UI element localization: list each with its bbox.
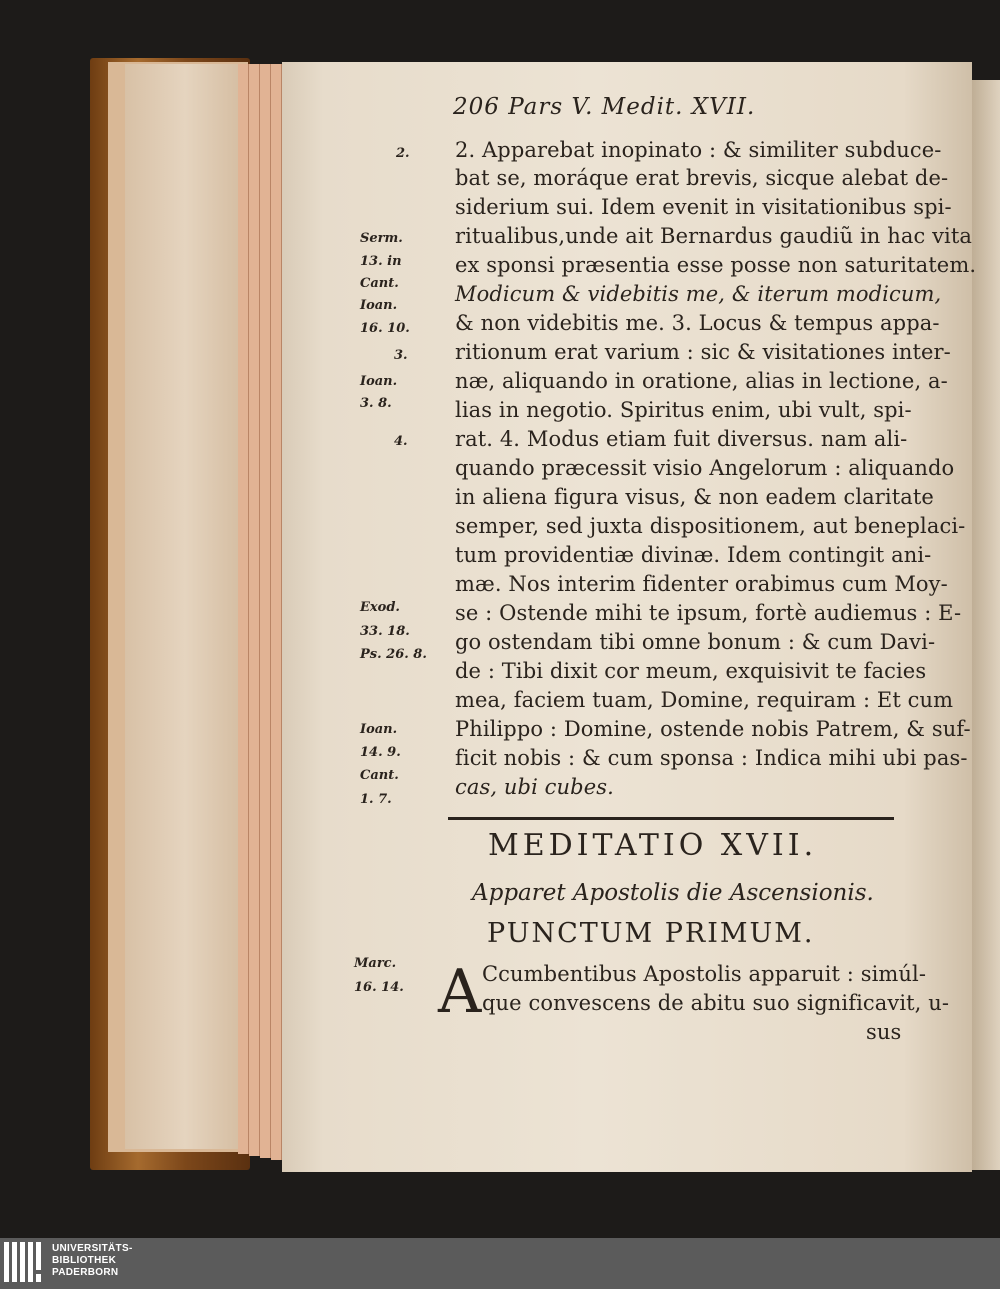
page-edge [238, 64, 249, 1154]
text-line: Ccumbentibus Apostolis apparuit : simúl- [482, 962, 927, 986]
text-line: rat. 4. Modus etiam fuit diversus. nam ali- [455, 427, 908, 451]
text-line: semper, sed juxta dispositionem, aut beneplaci- [455, 514, 966, 538]
text-line: Modicum & videbitis me, & iterum modicum, [455, 282, 942, 306]
margin-note: 1. 7. [360, 792, 392, 807]
drop-capital: A [438, 957, 482, 1027]
margin-note: Cant. [360, 276, 399, 291]
margin-note: 2. [396, 146, 410, 161]
text-line: cas, ubi cubes. [455, 775, 614, 799]
logo-text-line: UNIVERSITÄTS- [52, 1243, 133, 1254]
margin-note: Ps. 26. 8. [360, 647, 427, 662]
text-line: ficit nobis : & cum sponsa : Indica mihi ubi pas- [455, 746, 968, 770]
text-line: in aliena figura visus, & non eadem claritate [455, 485, 934, 509]
text-line: bat se, moráque erat brevis, sicque alebat de- [455, 166, 949, 190]
text-line: Philippo : Domine, ostende nobis Patrem, & suf- [455, 717, 971, 741]
next-page-edge [972, 80, 1000, 1170]
text-line: lias in negotio. Spiritus enim, ubi vult, spi- [455, 398, 912, 422]
margin-note: 14. 9. [360, 745, 401, 760]
margin-note: Ioan. [360, 374, 398, 389]
margin-note: 33. 18. [360, 624, 410, 639]
text-line: de : Tibi dixit cor meum, exquisivit te facies [455, 659, 927, 683]
margin-note: 16. 14. [354, 980, 404, 995]
margin-note: 4. [394, 434, 408, 449]
text-line: que convescens de abitu suo significavit, u- [482, 991, 950, 1015]
text-line: ritualibus,unde ait Bernardus gaudiũ in hac vita [455, 224, 973, 248]
margin-note: Exod. [360, 600, 400, 615]
text-line: siderium sui. Idem evenit in visitationibus spi- [455, 195, 952, 219]
margin-note: 13. in [360, 254, 402, 269]
margin-note: 3. [394, 348, 408, 363]
flyleaf [125, 64, 245, 1149]
text-line: tum providentiæ divinæ. Idem contingit ani- [455, 543, 932, 567]
margin-note: 16. 10. [360, 321, 410, 336]
text-line: ritionum erat varium : sic & visitationes inter- [455, 340, 951, 364]
text-line: 2. Apparebat inopinato : & similiter subduce- [455, 138, 942, 162]
text-line: sus [866, 1020, 902, 1044]
margin-note: Ioan. [360, 722, 398, 737]
meditation-title: MEDITATIO XVII. [488, 828, 818, 863]
margin-note: Ioan. [360, 298, 398, 313]
page-edge [260, 64, 271, 1158]
text-line: se : Ostende mihi te ipsum, fortè audiemus : E- [455, 601, 962, 625]
margin-note: 3. 8. [360, 396, 392, 411]
text-line: ex sponsi præsentia esse posse non saturitatem. [455, 253, 977, 277]
text-line: mea, faciem tuam, Domine, requiram : Et cum [455, 688, 954, 712]
footer-bar [0, 1238, 1000, 1289]
logo-text-line: BIBLIOTHEK [52, 1255, 117, 1266]
text-line: quando præcessit visio Angelorum : aliquando [455, 456, 955, 480]
margin-note: Marc. [354, 956, 397, 971]
page-edge [249, 64, 260, 1156]
page-header: 206 Pars V. Medit. XVII. [453, 94, 756, 120]
punctum-heading: PUNCTUM PRIMUM. [487, 918, 815, 949]
margin-note: Serm. [360, 231, 403, 246]
text-line: go ostendam tibi omne bonum : & cum Davi- [455, 630, 936, 654]
text-line: mæ. Nos interim fidenter orabimus cum Moy- [455, 572, 948, 596]
text-line: & non videbitis me. 3. Locus & tempus appa- [455, 311, 940, 335]
library-logo-icon [4, 1242, 46, 1282]
logo-text-line: PADERBORN [52, 1267, 119, 1278]
section-divider [448, 817, 894, 820]
text-line: næ, aliquando in oratione, alias in lectione, a- [455, 369, 948, 393]
margin-note: Cant. [360, 768, 399, 783]
meditation-subtitle: Apparet Apostolis die Ascensionis. [472, 880, 874, 906]
page-edge [271, 64, 282, 1160]
